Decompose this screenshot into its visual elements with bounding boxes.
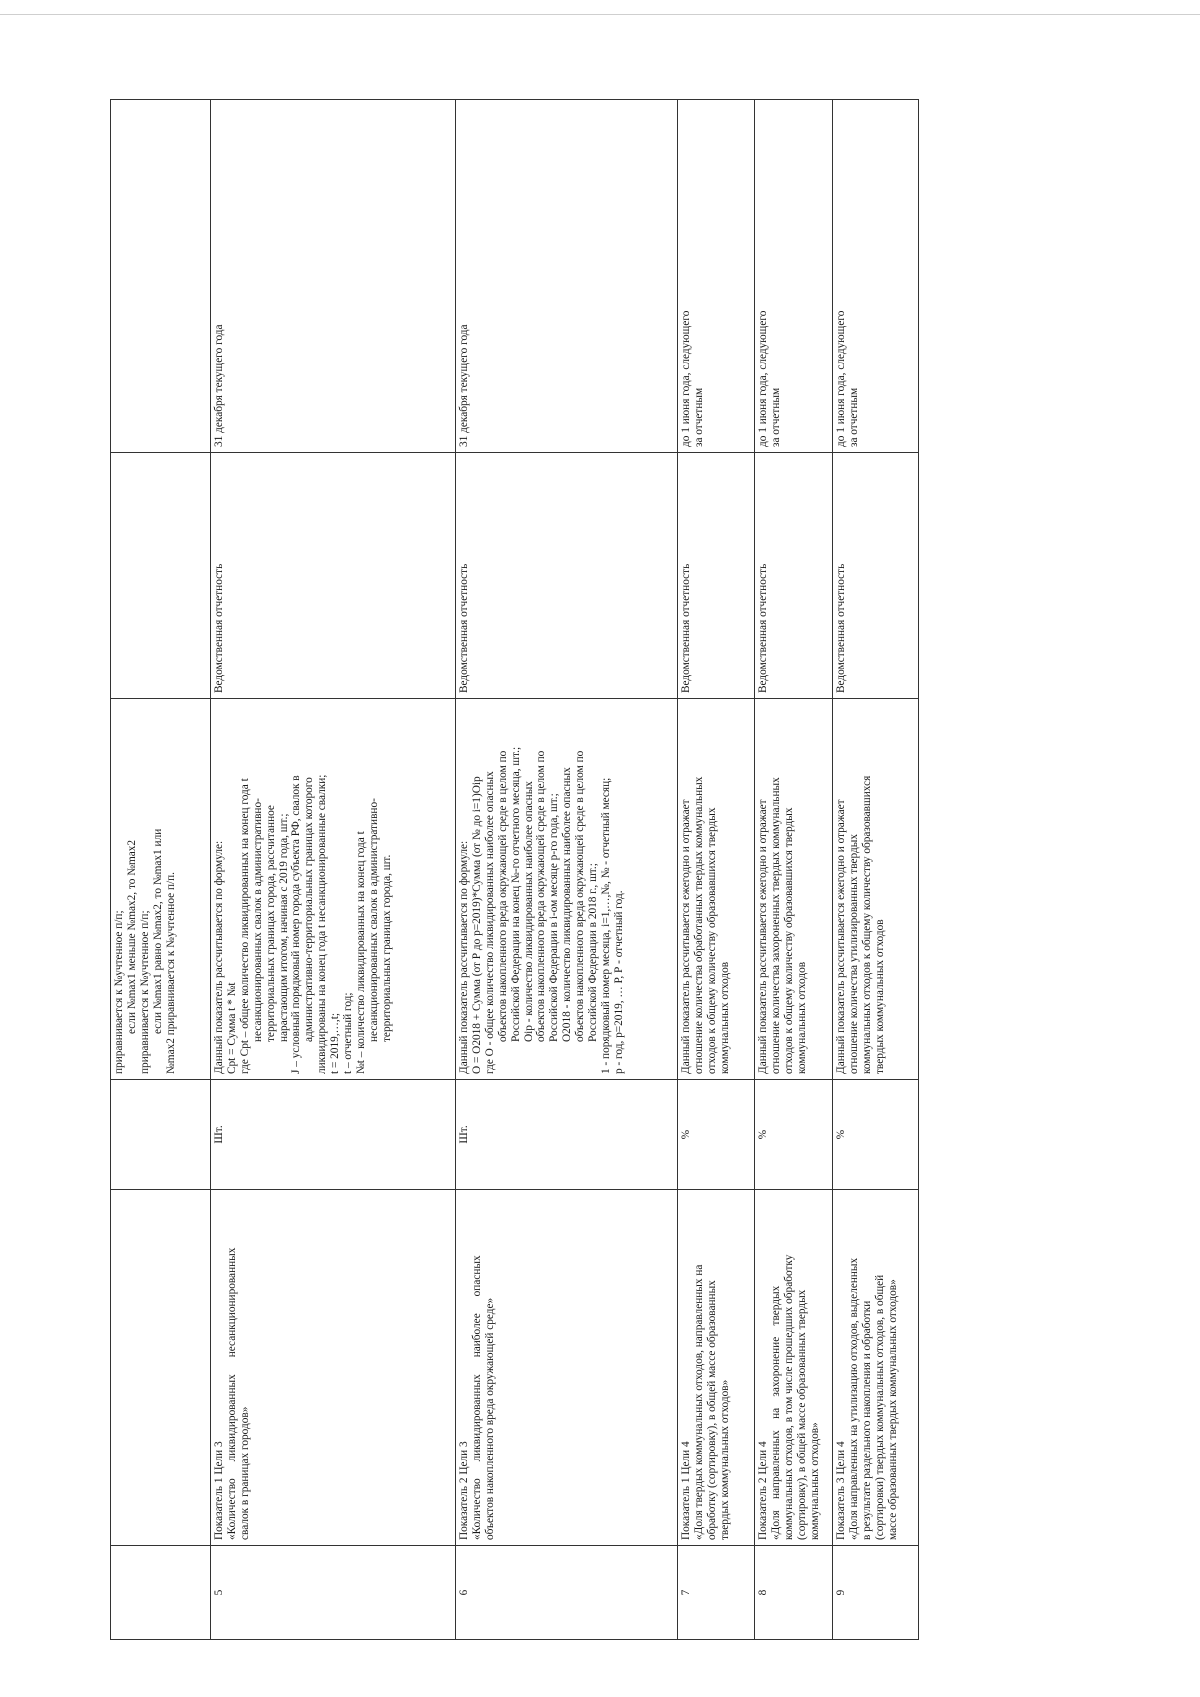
method-line: ликвидированы на конец года t несанкционированные свалки; bbox=[316, 774, 329, 1074]
method-line: Данный показатель рассчитывается по формуле: bbox=[213, 840, 225, 1074]
calculation-method bbox=[833, 699, 919, 1080]
name-line: Показатель 2 Цели 3 bbox=[458, 1441, 470, 1540]
method-line: отходов к общему количеству образовавшихся твердых bbox=[705, 807, 718, 1074]
calculation-method bbox=[456, 699, 678, 1080]
method-line: №max2 приравнивается к №учтенное п/п. bbox=[164, 872, 177, 1074]
row-number: 8 bbox=[755, 1546, 833, 1640]
data-source: Ведомственная отчетность bbox=[833, 453, 919, 699]
name-line: объектов накопленного вреда окружающей среде» bbox=[483, 1297, 496, 1540]
method-line: несанкционированных свалок в административно- bbox=[367, 798, 380, 1042]
method-line: отношение количества обработанных твердых коммунальных bbox=[692, 776, 705, 1074]
method-line: объектов накопленного вреда окружающей среде в целом по bbox=[535, 750, 548, 1042]
method-line: если №max1 равно №max2, то №max1 или bbox=[151, 828, 164, 1034]
method-line: твердых коммунальных отходов bbox=[873, 919, 886, 1074]
method-line: О2018 - количество ликвидированных наиболее опасных bbox=[561, 767, 574, 1042]
method-line: объектов накопленного вреда окружающей среде в целом по bbox=[574, 750, 587, 1042]
method-line: коммунальных отходов к общему количеству образовавшихся bbox=[860, 775, 873, 1074]
method-line: О = О2018 + Сумма (от Р до р=2019)*Сумма (от № до i=1)Оiр bbox=[470, 776, 483, 1074]
method-line: приравнивается к №учтенное п/п; bbox=[113, 910, 125, 1074]
indicator-name bbox=[755, 1190, 833, 1546]
row-number: 6 bbox=[456, 1546, 678, 1640]
name-line: массе образованных твердых коммунальных отходов» bbox=[886, 1279, 899, 1540]
method-line: административно-территориальных границах которого bbox=[303, 777, 316, 1042]
method-line: коммунальных отходов bbox=[718, 961, 731, 1074]
name-line: обработку (сортировку), в общей массе образованных bbox=[705, 1280, 718, 1540]
calculation-method bbox=[678, 699, 755, 1080]
row-number: 5 bbox=[211, 1546, 456, 1640]
name-line: в результате раздельного накопления и обработки bbox=[860, 1300, 873, 1540]
indicator-name bbox=[456, 1190, 678, 1546]
method-line: территориальных границах города, шт. bbox=[380, 854, 393, 1042]
name-line: Показатель 1 Цели 4 bbox=[680, 1441, 692, 1540]
method-line: отношение количества захороненных твердых коммунальных bbox=[769, 777, 782, 1074]
table-row bbox=[755, 100, 833, 1640]
reporting-deadline: до 1 июня года, следующего за отчетным bbox=[755, 100, 833, 453]
method-line: Данный показатель рассчитывается по формуле: bbox=[458, 840, 470, 1074]
rotated-page bbox=[110, 100, 950, 1640]
reporting-deadline: до 1 июня года, следующего за отчетным bbox=[833, 100, 919, 453]
method-line: отходов к общему количеству образовавшихся твердых bbox=[782, 807, 795, 1074]
method-line: р - год, р=2019, … Р, Р - отчетный год. bbox=[612, 890, 625, 1074]
calculation-method bbox=[111, 699, 211, 1080]
row-number bbox=[111, 1546, 211, 1640]
name-line: (сортировку), в общей массе образованных твердых bbox=[795, 1289, 808, 1540]
unit-of-measure bbox=[111, 1080, 211, 1190]
method-line: Данный показатель рассчитывается ежегодно и отражает bbox=[757, 799, 769, 1074]
reporting-deadline bbox=[111, 100, 211, 453]
table-row bbox=[833, 100, 919, 1640]
method-line: нарастающим итогом, начиная с 2019 года, шт.; bbox=[277, 813, 290, 1042]
method-line: если №max1 меньше №max2, то №max2 bbox=[125, 839, 138, 1034]
data-source: Ведомственная отчетность bbox=[456, 453, 678, 699]
method-line: Российской Федерации в 2018 г., шт.; bbox=[587, 863, 600, 1042]
table-row bbox=[211, 100, 456, 1640]
name-line: свалок в границах городов» bbox=[238, 1406, 251, 1540]
method-line: объектов накопленного вреда окружающей среде в целом по bbox=[496, 750, 509, 1042]
unit-of-measure: Шт. bbox=[211, 1080, 456, 1190]
method-line: J – условный порядковый номер города субъекта РФ, свалок в bbox=[290, 775, 303, 1074]
unit-of-measure: Шт. bbox=[456, 1080, 678, 1190]
method-line: t – отчетный год; bbox=[342, 992, 355, 1074]
calculation-method bbox=[211, 699, 456, 1080]
method-line: 1 - порядковый номер месяца, i=1,…,№, № - отчетный месяц; bbox=[599, 777, 612, 1074]
name-line: «Доля направленных на захоронение твердых bbox=[769, 1285, 782, 1540]
name-line: «Количество ликвидированных наиболее опасных bbox=[470, 1255, 483, 1540]
method-line: коммунальных отходов bbox=[795, 961, 808, 1074]
indicator-name bbox=[111, 1190, 211, 1546]
row-number: 7 bbox=[678, 1546, 755, 1640]
name-line: Показатель 3 Цели 4 bbox=[835, 1441, 847, 1540]
method-line: где Cрt – общее количество ликвидированных на конец года t bbox=[238, 778, 251, 1074]
method-line: Данный показатель рассчитывается ежегодно и отражает bbox=[835, 799, 847, 1074]
data-source: Ведомственная отчетность bbox=[678, 453, 755, 699]
indicator-name bbox=[211, 1190, 456, 1546]
method-line: Cрt = Сумма t * №t bbox=[225, 982, 238, 1074]
table-row bbox=[678, 100, 755, 1640]
indicator-name bbox=[678, 1190, 755, 1546]
method-line: №t – количество ликвидированных на конец года t bbox=[354, 831, 367, 1074]
data-source: Ведомственная отчетность bbox=[755, 453, 833, 699]
method-line: отношение количества утилизированных твердых bbox=[847, 834, 860, 1074]
unit-of-measure: % bbox=[678, 1080, 755, 1190]
page-top-rule bbox=[0, 14, 1200, 15]
method-line: t = 2019,…,t; bbox=[329, 1013, 342, 1074]
name-line: «Доля направленных на утилизацию отходов, выделенных bbox=[847, 1257, 860, 1540]
method-line: приравнивается к №учтенное п/п; bbox=[138, 910, 151, 1074]
name-line: твердых коммунальных отходов» bbox=[718, 1379, 731, 1540]
name-line: «Доля твердых коммунальных отходов, направленных на bbox=[692, 1264, 705, 1540]
name-line: Показатель 2 Цели 4 bbox=[757, 1441, 769, 1540]
method-line: несанкционированных свалок в административно- bbox=[251, 798, 264, 1042]
method-line: Российской Федерации на конец №-го отчетного месяца, шт.; bbox=[509, 746, 522, 1042]
reporting-deadline: 31 декабря текущего года bbox=[211, 100, 456, 453]
name-line: (сортировки) твердых коммунальных отходов, в общей bbox=[873, 1274, 886, 1540]
data-source: Ведомственная отчетность bbox=[211, 453, 456, 699]
table-row bbox=[456, 100, 678, 1640]
name-line: коммунальных отходов, в том числе прошедших обработку bbox=[782, 1254, 795, 1540]
method-line: где О - общее количество ликвидированных наиболее опасных bbox=[483, 771, 496, 1074]
reporting-deadline: 31 декабря текущего года bbox=[456, 100, 678, 453]
unit-of-measure: % bbox=[755, 1080, 833, 1190]
name-line: «Количество ликвидированных несанкционированных bbox=[225, 1247, 238, 1540]
method-line: Оiр - количество ликвидированных наиболее опасных bbox=[522, 781, 535, 1042]
indicator-name bbox=[833, 1190, 919, 1546]
reporting-deadline: до 1 июня года, следующего за отчетным bbox=[678, 100, 755, 453]
row-number: 9 bbox=[833, 1546, 919, 1640]
unit-of-measure: % bbox=[833, 1080, 919, 1190]
data-source bbox=[111, 453, 211, 699]
name-line: Показатель 1 Цели 3 bbox=[213, 1441, 225, 1540]
table-row bbox=[111, 100, 211, 1640]
method-line: территориальных границах города, рассчитанное bbox=[264, 805, 277, 1042]
calculation-method bbox=[755, 699, 833, 1080]
indicators-table bbox=[110, 99, 919, 1640]
method-line: Российской Федерации в i-ом месяце р-го года, шт.; bbox=[548, 793, 561, 1042]
name-line: коммунальных отходов» bbox=[808, 1422, 821, 1540]
method-line: Данный показатель рассчитывается ежегодно и отражает bbox=[680, 799, 692, 1074]
